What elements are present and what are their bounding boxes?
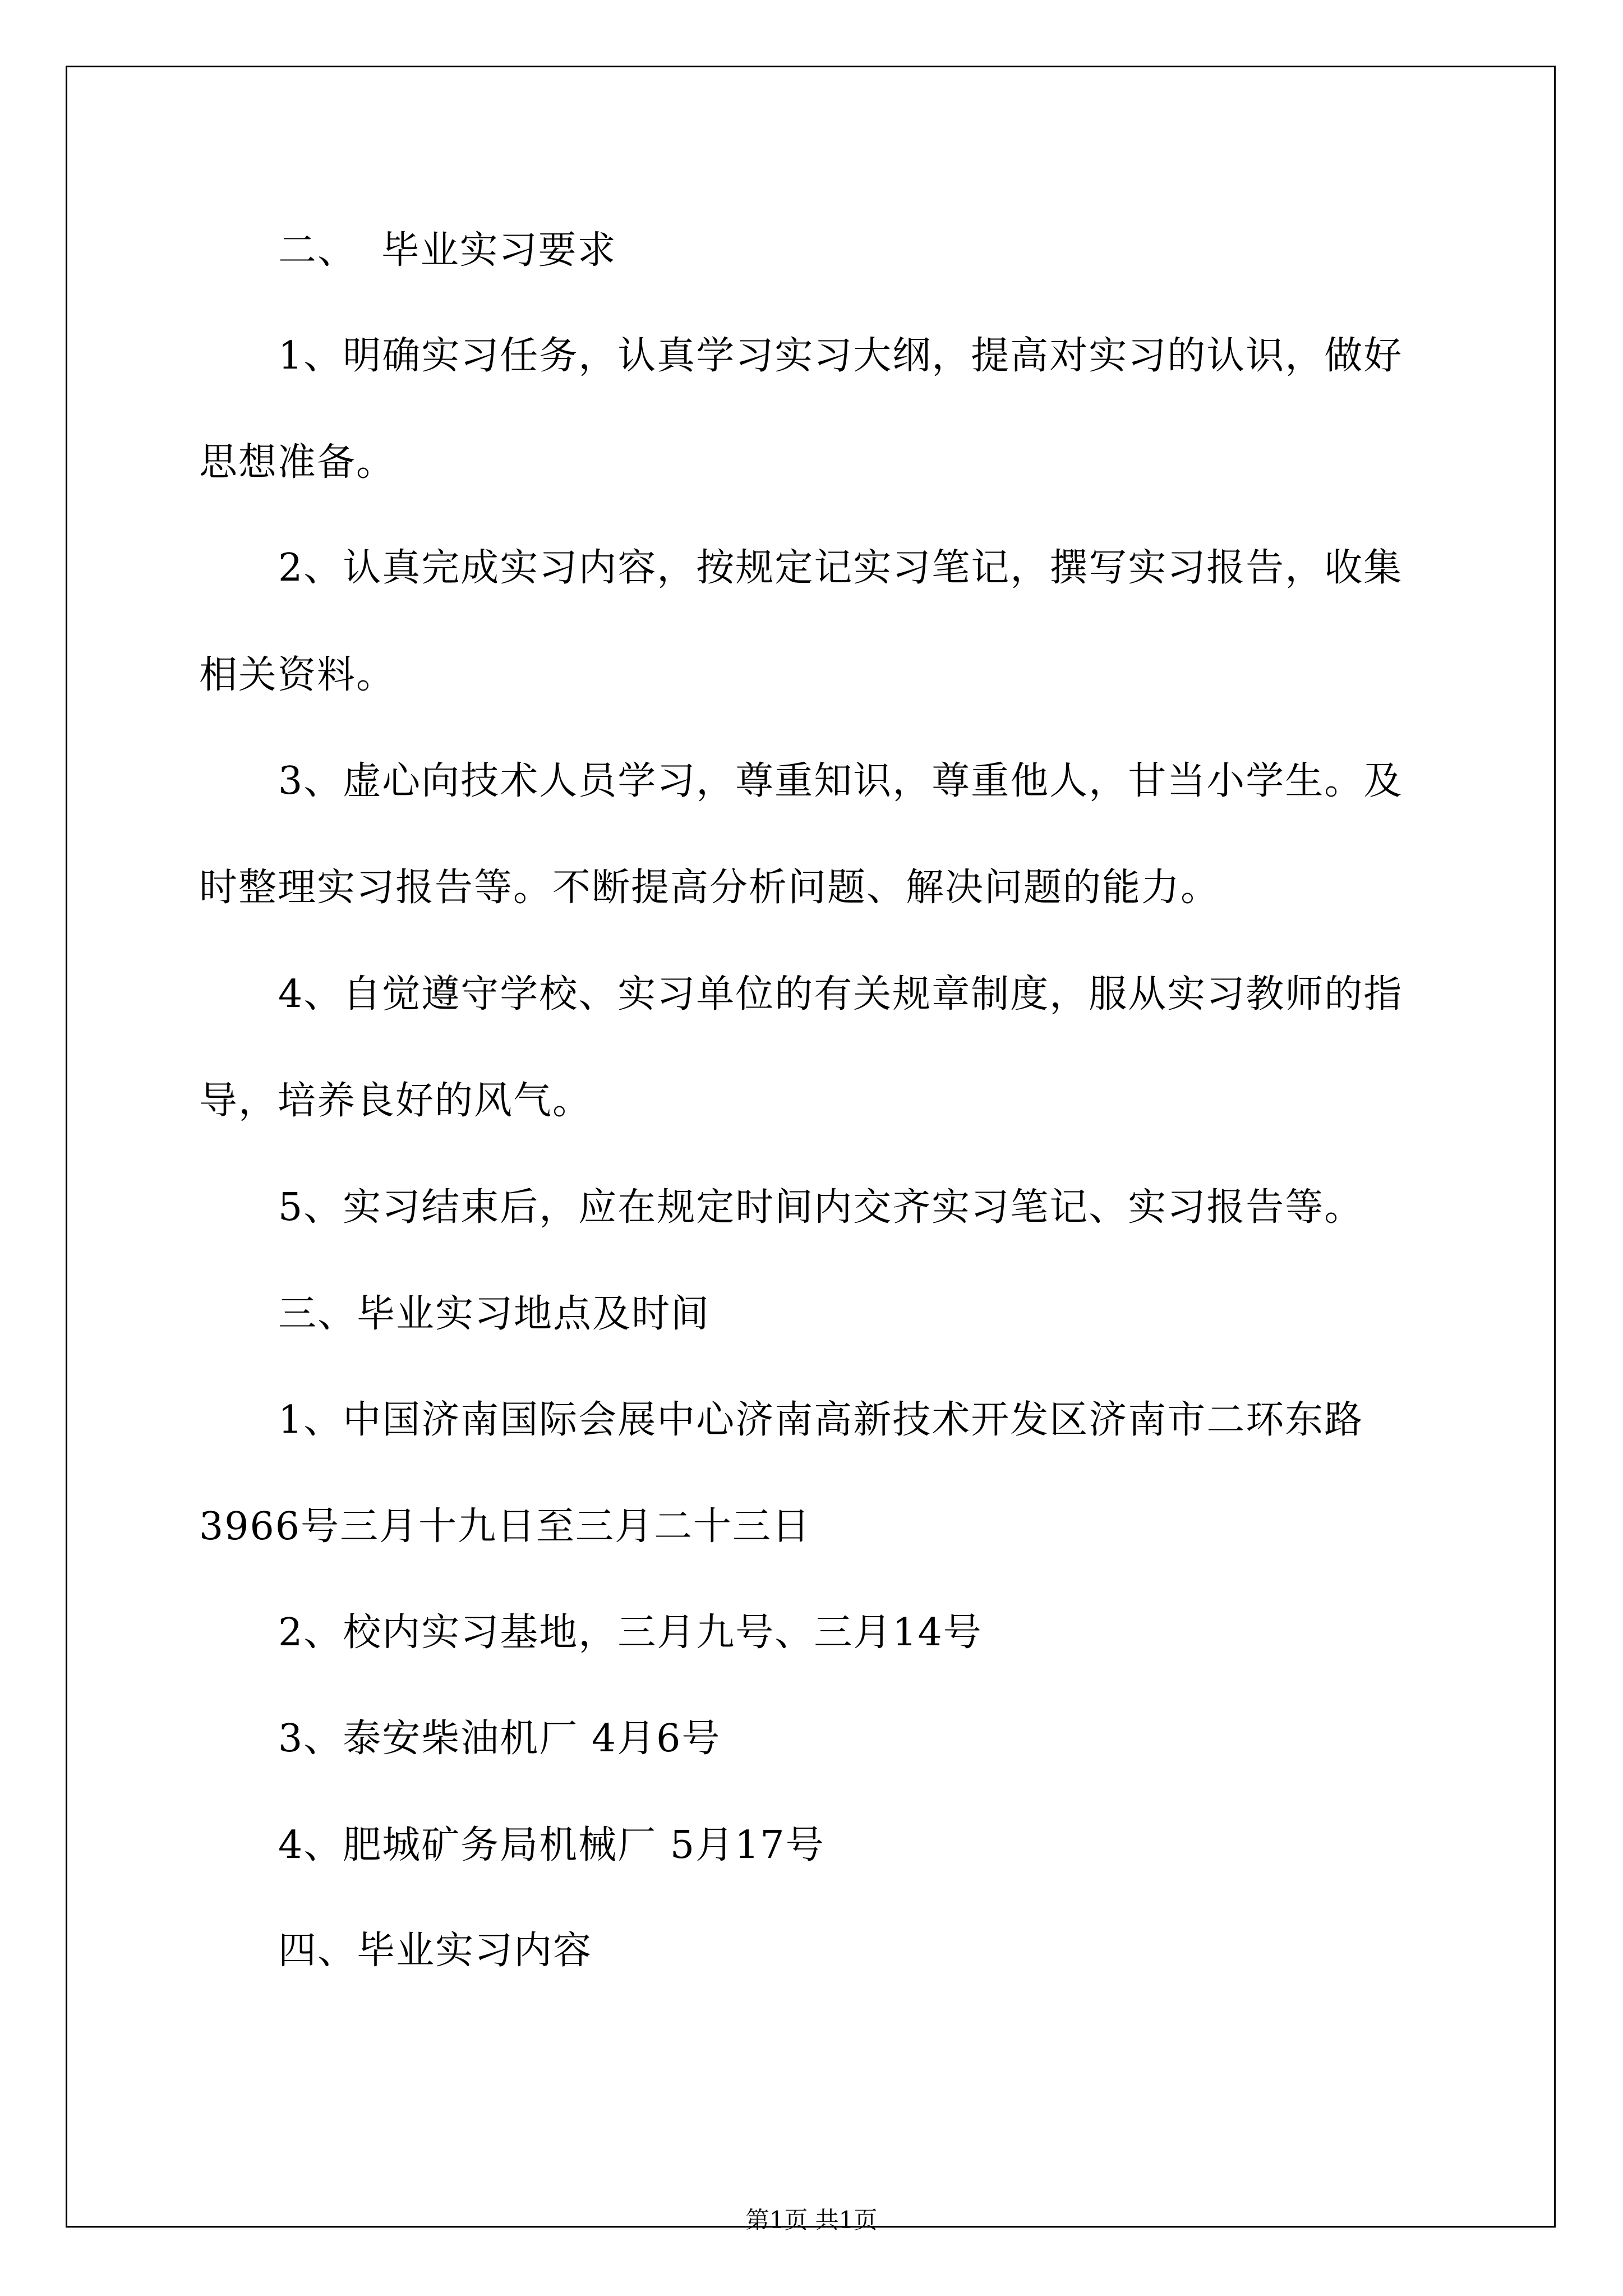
paragraph-line: 3、泰安柴油机厂 4月6号 xyxy=(278,1717,721,1761)
paragraph-line: 1、中国济南国际会展中心济南高新技术开发区济南市二环东路 xyxy=(278,1398,1364,1442)
paragraph-line: 3、虚心向技术人员学习，尊重知识，尊重他人，甘当小学生。及 xyxy=(278,759,1403,803)
section-heading: 二、 毕业实习要求 xyxy=(278,228,617,273)
paragraph-line: 相关资料。 xyxy=(199,653,396,697)
page-number-footer: 第1页 共1页 xyxy=(745,2206,878,2234)
paragraph-line: 时整理实习报告等。不断提高分析问题、解决问题的能力。 xyxy=(199,866,1220,910)
paragraph-line: 思想准备。 xyxy=(199,440,396,485)
paragraph-line: 1、明确实习任务，认真学习实习大纲，提高对实习的认识，做好 xyxy=(278,334,1403,378)
paragraph-line: 3966号三月十九日至三月二十三日 xyxy=(199,1504,811,1549)
paragraph-line: 4、肥城矿务局机械厂 5月17号 xyxy=(278,1823,825,1867)
page-border xyxy=(66,66,1556,2228)
paragraph-line: 4、自觉遵守学校、实习单位的有关规章制度，服从实习教师的指 xyxy=(278,972,1403,1016)
section-heading: 四、毕业实习内容 xyxy=(278,1929,593,1973)
paragraph-line: 2、校内实习基地，三月九号、三月14号 xyxy=(278,1611,983,1655)
paragraph-line: 2、认真完成实习内容，按规定记实习笔记，撰写实习报告，收集 xyxy=(278,546,1403,590)
section-heading: 三、毕业实习地点及时间 xyxy=(278,1292,711,1336)
paragraph-line: 导，培养良好的风气。 xyxy=(199,1079,592,1123)
paragraph-line: 5、实习结束后，应在规定时间内交齐实习笔记、实习报告等。 xyxy=(278,1185,1364,1230)
